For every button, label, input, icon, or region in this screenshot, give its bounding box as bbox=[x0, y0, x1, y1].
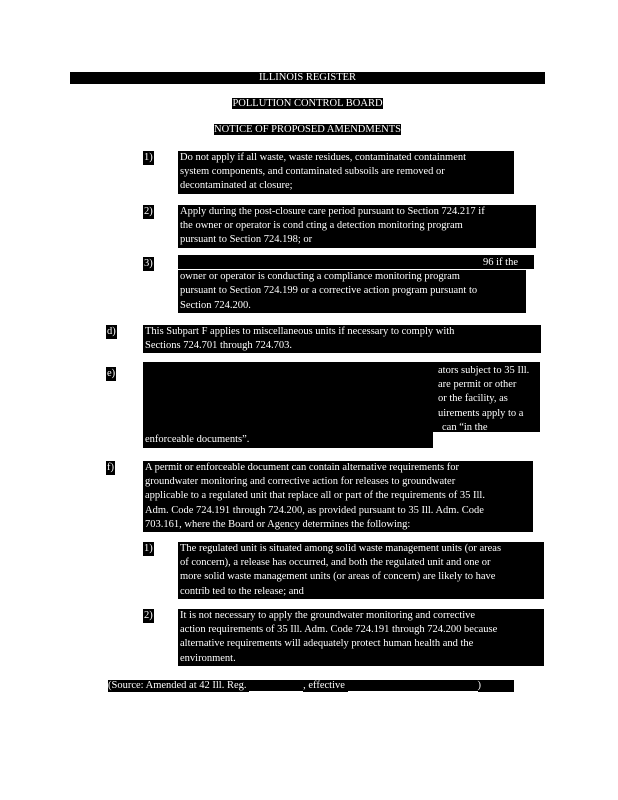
item-line: Apply during the post-closure care period pursuant to Section 724.217 if bbox=[180, 206, 485, 217]
item-line: decontaminated at closure; bbox=[180, 180, 293, 192]
source-middle: , effective bbox=[303, 680, 345, 691]
item-line: or the facility, as bbox=[438, 393, 508, 405]
list-item bbox=[143, 325, 541, 353]
register-title: ILLINOIS REGISTER bbox=[258, 72, 357, 83]
item-line: It is not necessary to apply the groundwater monitoring and corrective bbox=[180, 610, 476, 621]
item-marker: d) bbox=[107, 326, 116, 337]
item-line: environment. bbox=[180, 652, 236, 664]
notice-title: NOTICE OF PROPOSED AMENDMENTS bbox=[214, 124, 401, 135]
source-note bbox=[108, 680, 514, 692]
item-marker: 3) bbox=[144, 258, 153, 269]
list-item bbox=[178, 205, 536, 248]
item-line: This Subpart F applies to miscellaneous units if necessary to comply with bbox=[145, 326, 455, 337]
item-line: 703.161, where the Board or Agency determines the following: bbox=[145, 518, 411, 530]
item-line: Section 724.200. bbox=[180, 299, 251, 311]
item-marker: e) bbox=[107, 368, 116, 379]
item-line-wrap bbox=[145, 433, 249, 447]
item-marker: 1) bbox=[144, 152, 153, 163]
board-title: POLLUTION CONTROL BOARD bbox=[232, 98, 383, 109]
item-line: uirements apply to a bbox=[438, 407, 524, 419]
item-line: ators subject to 35 Ill. bbox=[438, 365, 530, 376]
item-line: Adm. Code 724.191 through 724.200, as provided pursuant to 35 Ill. Adm. Code bbox=[145, 504, 484, 516]
list-item bbox=[143, 461, 533, 532]
item-line: enforceable documents”. bbox=[145, 434, 250, 445]
item-line: can “in the bbox=[442, 421, 488, 433]
item-line: of concern), a release has occurred, and both the regulated unit and one or bbox=[180, 557, 491, 569]
item-line: Do not apply if all waste, waste residues, contaminated containment bbox=[180, 152, 467, 163]
item-line: action requirements of 35 Ill. Adm. Code 724.191 through 724.200 because bbox=[180, 624, 498, 636]
blank-line bbox=[348, 682, 478, 692]
item-line: the owner or operator is cond cting a detection monitoring program bbox=[180, 220, 463, 232]
list-item bbox=[178, 542, 544, 599]
item-line: owner or operator is conducting a compliance monitoring program bbox=[180, 271, 460, 283]
item-marker: 1) bbox=[144, 543, 153, 554]
item-line: 96 if the bbox=[483, 257, 518, 268]
item-line: applicable to a regulated unit that replace all or part of the requirements of 35 Ill. bbox=[145, 490, 485, 502]
item-marker: f) bbox=[107, 462, 114, 473]
item-line: pursuant to Section 724.198; or bbox=[180, 234, 313, 246]
item-line: A permit or enforceable document can contain alternative requirements for bbox=[145, 462, 459, 473]
item-line: are permit or other bbox=[438, 379, 517, 391]
item-marker: 2) bbox=[144, 610, 153, 621]
item-line: system components, and contaminated subsoils are removed or bbox=[180, 166, 445, 178]
source-prefix: (Source: Amended at 42 Ill. Reg. bbox=[108, 680, 247, 691]
item-line: pursuant to Section 724.199 or a corrective action program pursuant to bbox=[180, 285, 478, 297]
list-item bbox=[438, 364, 529, 435]
source-suffix: ) bbox=[477, 680, 482, 691]
item-line: groundwater monitoring and corrective action for releases to groundwater bbox=[145, 476, 456, 488]
item-marker: 2) bbox=[144, 206, 153, 217]
list-item bbox=[178, 256, 526, 313]
item-line: Sections 724.701 through 724.703. bbox=[145, 340, 292, 352]
item-line: contrib ted to the release; and bbox=[180, 585, 304, 597]
list-item bbox=[178, 151, 514, 194]
list-item bbox=[178, 609, 544, 666]
blank-line bbox=[249, 682, 303, 692]
item-line: alternative requirements will adequately protect human health and the bbox=[180, 638, 474, 650]
item-line: more solid waste management units (or areas of concern) are likely to have bbox=[180, 571, 496, 583]
item-line: The regulated unit is situated among solid waste management units (or areas bbox=[180, 543, 502, 554]
